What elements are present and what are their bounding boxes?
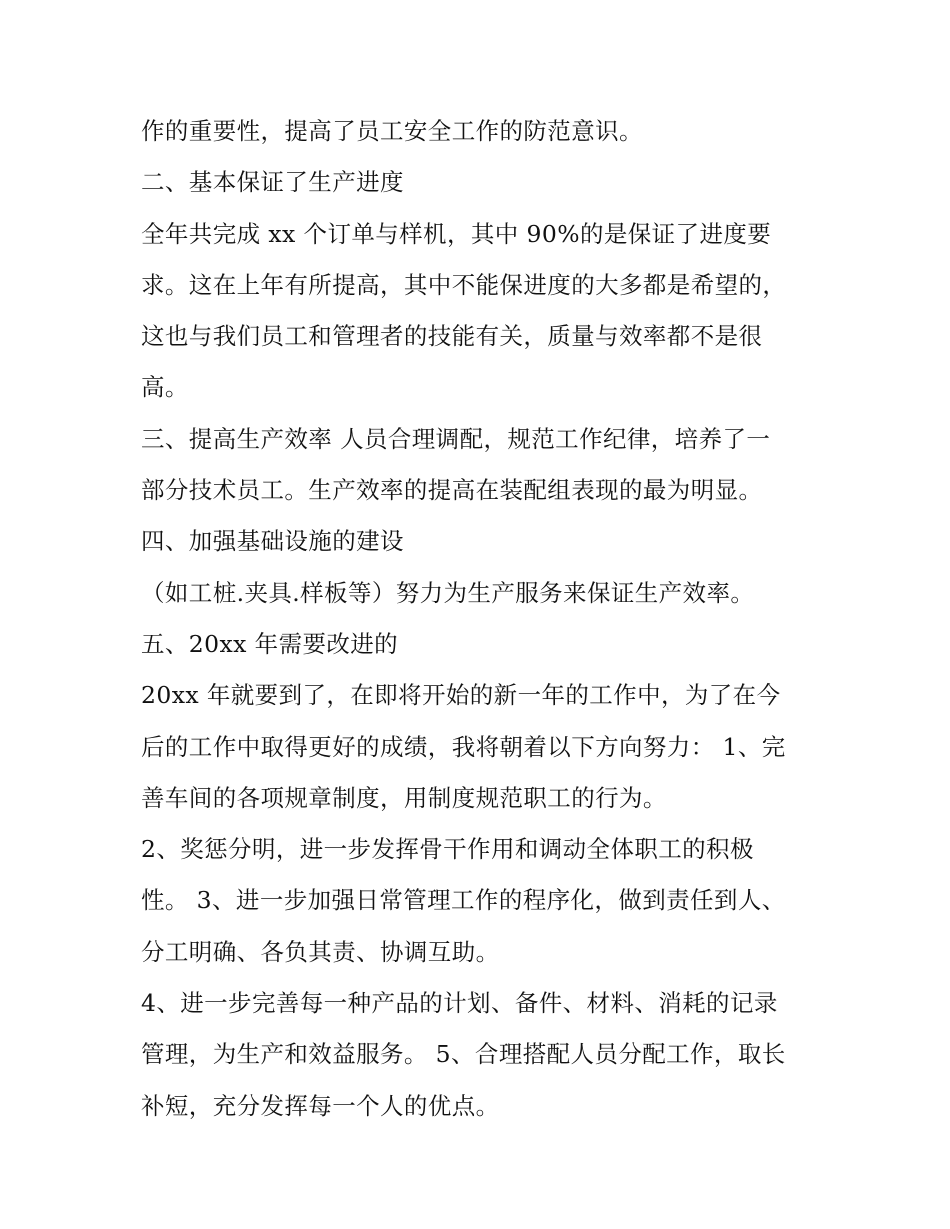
text-line: 分工明确、各负其责、协调互助。	[141, 937, 500, 966]
section-heading: 二、基本保证了生产进度	[141, 168, 404, 197]
text-line: 善车间的各项规章制度，用制度规范职工的行为。	[141, 783, 667, 812]
document-body	[141, 108, 821, 1134]
text-line: （如工桩.夹具.样板等）努力为生产服务来保证生产效率。	[141, 578, 755, 607]
text-line: 全年共完成 xx 个订单与样机，其中 90%的是保证了进度要	[141, 219, 772, 248]
text-line: 性。 3、进一步加强日常管理工作的程序化，做到责任到人、	[141, 886, 786, 915]
text-line: 20xx 年就要到了，在即将开始的新一年的工作中，为了在今	[141, 681, 781, 710]
section-heading: 三、提高生产效率 人员合理调配，规范工作纪律，培养了一	[141, 424, 771, 453]
text-line: 部分技术员工。生产效率的提高在装配组表现的最为明显。	[141, 476, 763, 505]
text-line: 管理，为生产和效益服务。 5、合理搭配人员分配工作，取长	[141, 1040, 786, 1069]
text-line: 后的工作中取得更好的成绩，我将朝着以下方向努力： 1、完	[141, 732, 786, 761]
text-line: 高。	[141, 373, 189, 402]
text-line: 这也与我们员工和管理者的技能有关，质量与效率都不是很	[141, 322, 763, 351]
section-heading: 四、加强基础设施的建设	[141, 527, 404, 556]
text-line: 作的重要性，提高了员工安全工作的防范意识。	[141, 117, 643, 145]
section-heading: 五、20xx 年需要改进的	[141, 629, 399, 658]
text-line: 2、奖惩分明，进一步发挥骨干作用和调动全体职工的积极	[141, 835, 754, 864]
text-line: 4、进一步完善每一种产品的计划、备件、材料、消耗的记录	[141, 989, 778, 1018]
text-line: 求。这在上年有所提高，其中不能保进度的大多都是希望的，	[141, 270, 787, 299]
text-line: 补短，充分发挥每一个人的优点。	[141, 1091, 500, 1120]
